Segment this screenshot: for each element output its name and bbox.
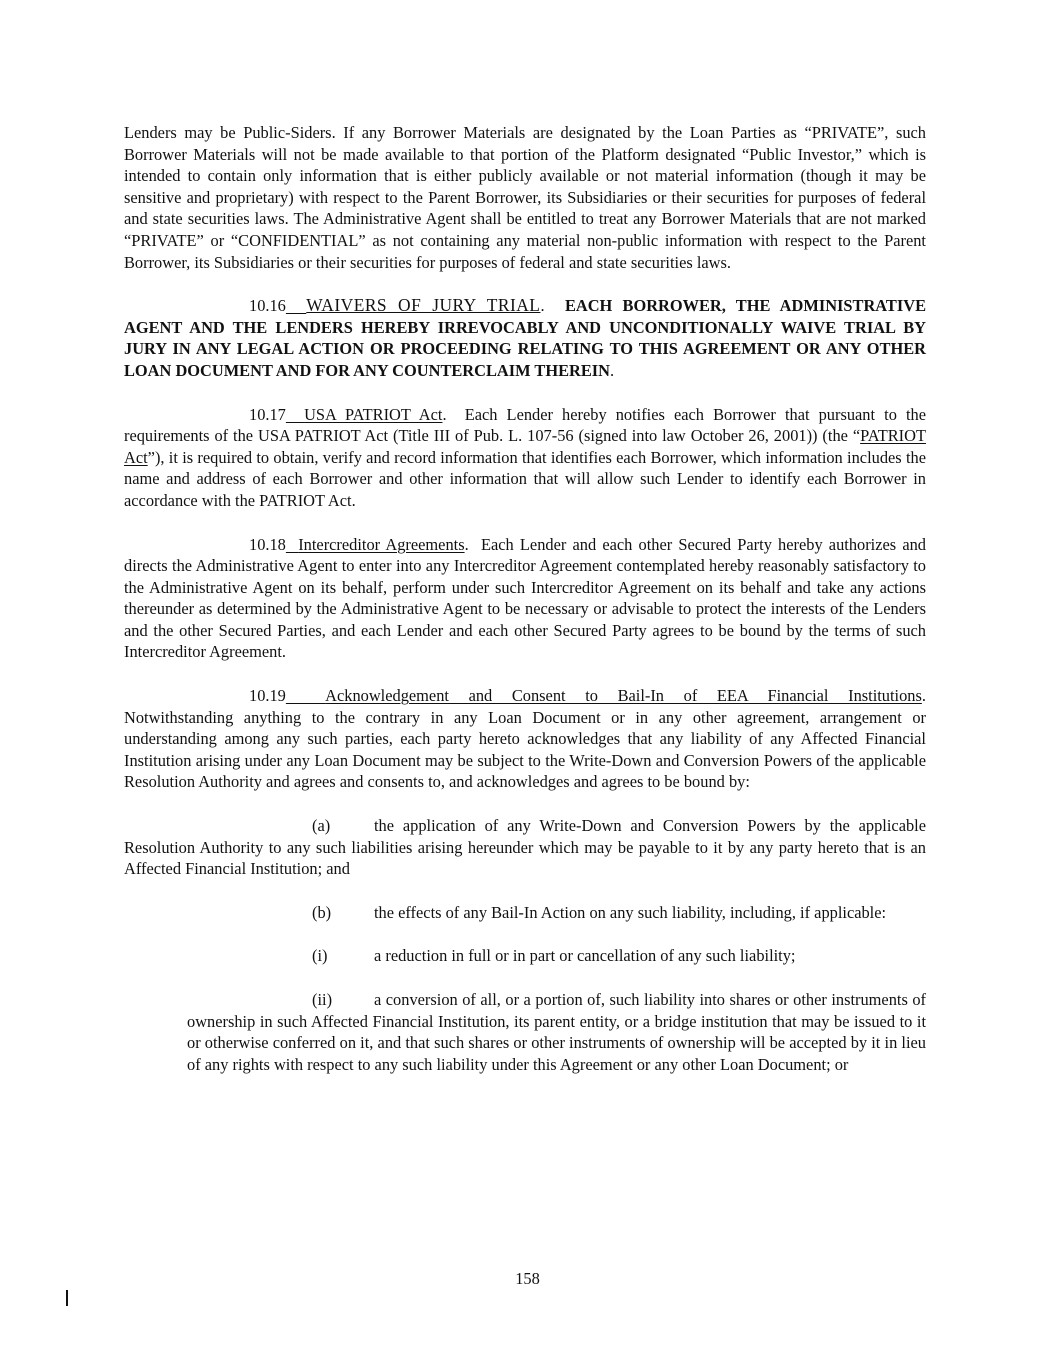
section-number: 10.17 — [249, 404, 286, 424]
list-label: (ii) — [312, 990, 333, 1009]
list-item-b — [124, 902, 926, 924]
section-body: Each Lender hereby notifies each Borrower that pursuant to the requirements of the USA PATRIOT Act (Title III of Pub. L. 107-56 (signed into law October 26, 2001)) (the “ — [124, 404, 926, 446]
section-body: EACH BORROWER, THE ADMINISTRATIVE AGENT AND THE LENDERS HEREBY IRREVOCABLY AND UNCONDITIONALLY WAIVE TRIAL BY JURY IN ANY LEGAL ACTION OR PROCEEDING RELATING TO THIS AGREEMENT OR ANY OTHER LOAN DOCUMENT AND FOR ANY COUNTERCLAIM THEREIN — [124, 296, 927, 380]
section-10-19-body: Notwithstanding anything to the contrary in any Loan Document or in any other agreement, arrangement or understanding among any such parties, each party hereto acknowledges that any liability of any Affected Financial Institution arising under any Loan Document may be subject to the Write-Down and Conversion Powers of the applicable Resolution Authority and agrees and consents to, and acknowledges and agrees to be bound by: — [124, 707, 926, 792]
document-page — [124, 122, 926, 1075]
intro-paragraph: Lenders may be Public-Siders. If any Borrower Materials are designated by the Loan Parties as “PRIVATE”, such Borrower Materials will not be made available to that portion of the Platform designated “Public Investor,” which is intended to contain only information that is either publicly available or not material information (though it may be sensitive and proprietary) with respect to the Parent Borrower, its Subsidiaries or their securities for purposes of federal and state securities laws. The Administrative Agent shall be entitled to treat any Borrower Materials that are not marked “PRIVATE” or “CONFIDENTIAL” as not containing any material non-public information with respect to the Parent Borrower, its Subsidiaries or their securities for purposes of federal and state securities laws. — [124, 123, 926, 272]
list-label: (a) — [312, 816, 331, 836]
list-label: (i) — [312, 946, 328, 966]
section-title: USA PATRIOT Act — [304, 404, 443, 424]
section-title: WAIVERS OF JURY TRIAL — [306, 295, 541, 316]
section-10-19-heading: 10.19 Acknowledgement and Consent to Bail-In of EEA Financial Institutions. — [249, 686, 926, 706]
section-title: Acknowledgement and Consent to Bail-In of EEA Financial Institutions — [325, 686, 922, 706]
section-number: 10.19 — [249, 686, 286, 706]
page-number: 158 — [515, 1269, 540, 1288]
list-item-ii — [187, 989, 926, 1075]
section-title: Intercreditor Agreements — [298, 534, 465, 554]
list-text: a reduction in full or in part or cancellation of any such liability; — [374, 946, 796, 966]
section-10-17: 10.17 USA PATRIOT Act. Each Lender hereby notifies each Borrower that pursuant to the requirements of the USA PATRIOT Act (Title III of Pub. L. 107-56 (signed into law October 26, 2001)) (the “PATRIOT Act”), it is required to obtain, verify and record information that identifies each Borrower, which information includes the name and address of each Borrower and other information that will allow such Lender to identify each Borrower in accordance with the PATRIOT Act. — [124, 404, 926, 510]
list-text: a conversion of all, or a portion of, such liability into shares or other instruments of ownership in such Affected Financial Institution, its parent entity, or a bridge institution that may be issued to it or otherwise conferred on it, and that such shares or other instruments of ownership will be accepted by it in lieu of any rights with respect to any such liability under this Agreement or any other Loan Document; or — [187, 990, 926, 1074]
list-label: (b) — [312, 902, 332, 922]
section-10-16: 10.16 WAIVERS OF JURY TRIAL. EACH BORROWER, THE ADMINISTRATIVE AGENT AND THE LENDERS HEREBY IRREVOCABLY AND UNCONDITIONALLY WAIVE TRIAL BY JURY IN ANY LEGAL ACTION OR PROCEEDING RELATING TO THIS AGREEMENT OR ANY OTHER LOAN DOCUMENT AND FOR ANY COUNTERCLAIM THEREIN. — [124, 295, 927, 380]
section-body: Each Lender and each other Secured Party hereby authorizes and directs the Administrative Agent to enter into any Intercreditor Agreement contemplated hereby reasonably satisfactory to the Administrative Agent on its behalf, perform under such Intercreditor Agreement on its behalf and take any actions thereunder as determined by the Administrative Agent to be necessary or advisable to protect the interests of the Lenders and the other Secured Parties, and each Lender and each other Secured Party agrees to be bound by the terms of such Intercreditor Agreement. — [124, 534, 926, 662]
section-number: 10.16 — [249, 296, 286, 316]
section-body-continued: ”), it is required to obtain, verify and record information that identifies each Borrower, which information includes the name and address of each Borrower and other information that will allow such Lender to identify each Borrower in accordance with the PATRIOT Act. — [124, 447, 926, 510]
defined-term: PATRIOT Act — [124, 426, 926, 467]
section-10-18: 10.18 Intercreditor Agreements. Each Lender and each other Secured Party hereby authorizes and directs the Administrative Agent to enter into any Intercreditor Agreement contemplated hereby reasonably satisfactory to the Administrative Agent on its behalf, perform under such Intercreditor Agreement on its behalf and take any actions thereunder as determined by the Administrative Agent to be necessary or advisable to protect the interests of the Lenders and the other Secured Parties, and each Lender and each other Secured Party agrees to be bound by the terms of such Intercreditor Agreement. — [124, 534, 926, 662]
revision-bar — [66, 1290, 68, 1306]
list-text: the application of any Write-Down and Conversion Powers by the applicable Resolution Authority to any such liabilities arising hereunder which may be payable to it by any party hereto that is an Affected Financial Institution; and — [124, 816, 926, 879]
section-number: 10.18 — [249, 534, 286, 554]
list-text: the effects of any Bail-In Action on any such liability, including, if applicable: — [374, 902, 887, 922]
list-item-a — [124, 815, 926, 880]
list-item-i — [124, 945, 926, 967]
